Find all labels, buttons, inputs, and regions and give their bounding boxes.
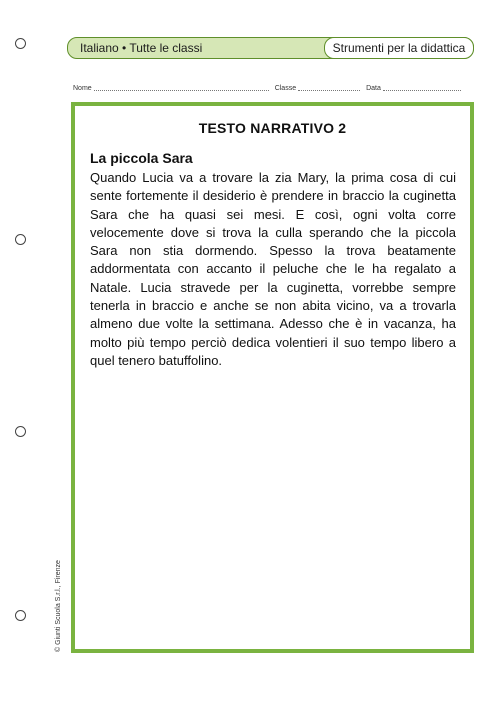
series-label: Strumenti per la didattica xyxy=(324,37,474,59)
story-title: La piccola Sara xyxy=(90,150,193,166)
date-label: Data xyxy=(366,85,381,92)
binder-hole-3 xyxy=(15,426,26,437)
subject-label: Italiano • Tutte le classi xyxy=(80,41,203,55)
class-label: Classe xyxy=(274,85,297,92)
name-label: Nome xyxy=(73,85,92,92)
exercise-title: TESTO NARRATIVO 2 xyxy=(198,120,347,136)
story-text: Quando Lucia va a trovare la zia Mary, la prima cosa di cui sente fortemente il desiderio è prendere in braccio la cuginetta Sara che ha quasi sei mesi. E così, ogni volta corre velocemente dove si trova la culla sperando che la piccola Sara non stia dormendo. Spesso la trova beatamente addormentata con accanto il peluche che le ha regalato a Natale. Lucia stravede per la cuginetta, vorrebbe sempre tenerla in braccio e anche se non abita vicino, va a trovarla almeno due volte la settimana. Adesso che è in vacanza, ha molto più tempo perciò dedica volentieri il suo tempo libero a quel tenero batuffolino. xyxy=(90,170,456,368)
exercise-box xyxy=(71,102,474,653)
date-field[interactable] xyxy=(383,83,461,91)
binder-hole-1 xyxy=(15,38,26,49)
binder-hole-4 xyxy=(15,610,26,621)
page-header xyxy=(67,37,474,59)
class-field[interactable] xyxy=(298,83,360,91)
name-field[interactable] xyxy=(94,83,269,91)
student-info-line xyxy=(73,80,473,92)
copyright-notice: © Giunti Scuola S.r.l., Firenze xyxy=(55,560,62,652)
binder-hole-2 xyxy=(15,234,26,245)
